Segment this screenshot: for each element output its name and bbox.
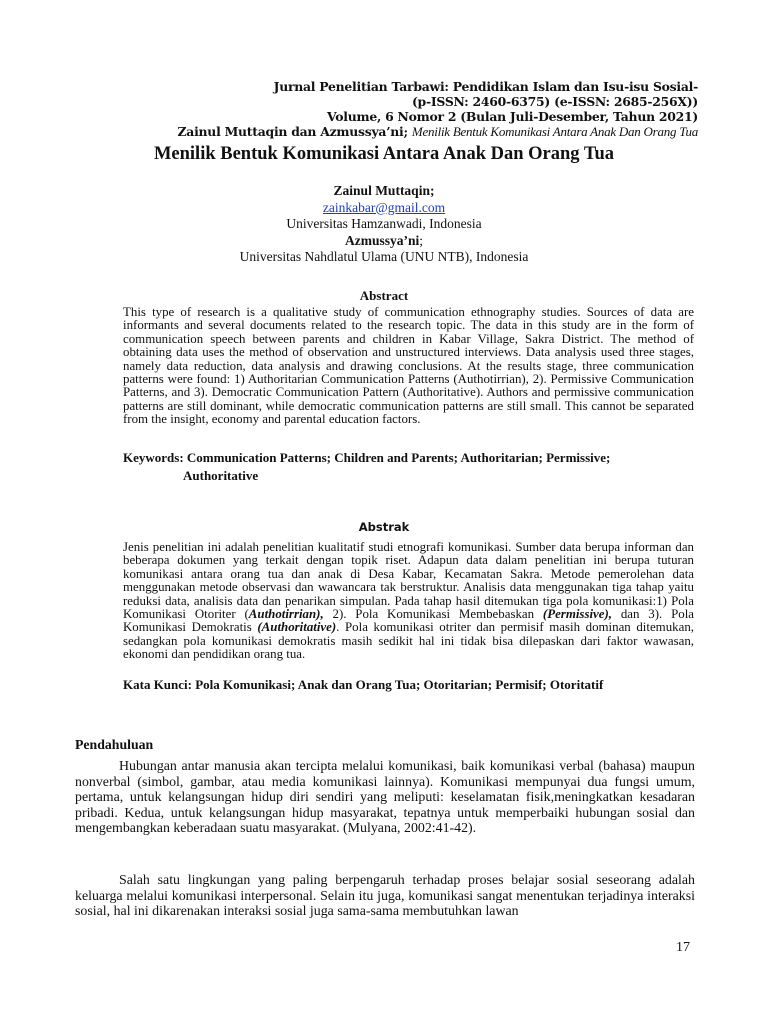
- header-article-title: Menilik Bentuk Komunikasi Antara Anak Dan Orang Tua: [411, 124, 698, 139]
- term-permissive: (Permissive),: [542, 607, 613, 622]
- journal-name: Jurnal Penelitian Tarbawi: Pendidikan Islam dan Isu-isu Sosial-: [273, 79, 698, 94]
- term-authoritarian: Authotirrian),: [248, 607, 324, 622]
- term-authoritative: (Authoritative): [257, 620, 337, 635]
- author-1-affiliation: Universitas Hamzanwadi, Indonesia: [286, 216, 482, 231]
- author-2-affiliation: Universitas Nahdlatul Ulama (UNU NTB), Indonesia: [239, 249, 529, 264]
- page-number: 17: [676, 940, 690, 955]
- intro-paragraph-1: Hubungan antar manusia akan tercipta melalui komunikasi, baik komunikasi verbal (bahasa) maupun nonverbal (simbol, gambar, atau media komunikasi lainnya). Komunikasi mempunyai dua fungsi umum, pertama, untuk kelangsungan hidup diri sendiri yang meliputi: keselamatan fisik,meningkatkan kesadaran pribadi. Kedua, untuk kelangsungan hidup masyarakat, tepatnya untuk memperbaiki hubungan sosial dan mengembangkan keberadaan suatu masyarakat. (Mulyana, 2002:41-42).: [75, 759, 695, 837]
- header-citation: [58, 124, 698, 139]
- author-1-email-link[interactable]: zainkabar@gmail.com: [322, 199, 446, 215]
- running-header: [58, 79, 698, 139]
- article-title: Menilik Bentuk Komunikasi Antara Anak Dan Orang Tua: [153, 144, 615, 164]
- abstract-heading: Abstract: [359, 288, 409, 303]
- issn-line: (p-ISSN: 2460-6375) (e-ISSN: 2685-256X)): [411, 94, 698, 109]
- author-2-line: Azmussya’ni;: [344, 232, 424, 248]
- header-authors: Zainul Muttaqin dan Azmussya’ni;: [177, 124, 408, 139]
- kata-kunci: Kata Kunci: Pola Komunikasi; Anak dan Orang Tua; Otoritarian; Permisif; Otoritatif: [123, 677, 604, 692]
- keywords-line-1: Keywords: Communication Patterns; Children and Parents; Authoritarian; Permissive;: [123, 450, 611, 465]
- abstrak-body: Jenis penelitian ini adalah penelitian kualitatif studi etnografi komunikasi. Sumber data berupa informan dan beberapa dokumen yang terkait dengan topik riset. Adapun data dalam penelitian ini berupa tuturan komunikasi antara orang tua dan anak di Desa Kabar, Kecamatan Sakra. Metode pemerolehan data menggunakan metode observasi dan wawancara tak berstruktur. Analisis data menggunakan tiga tahap yaitu reduksi data, analisis data dan penarikan simpulan. Pada tahap hasil ditemukan tiga pola komunikasi:1) Pola Komunikasi Otoriter (Authotirrian), 2). Pola Komunikasi Membebaskan (Permissive), dan 3). Pola Komunikasi Demokratis (Authoritative). Pola komunikasi otriter dan permisif masih dominan ditemukan, sedangkan pola komunikasi demokratis masih sedikit hal ini tidak bisa dilepaskan dari faktor wawasan, ekonomi dan pendidikan orang tua.: [123, 540, 695, 662]
- keywords: [123, 449, 694, 485]
- author-2-name: Azmussya’ni: [344, 232, 420, 248]
- abstract-body: This type of research is a qualitative study of communication ethnography studies. Sources of data are informants and several documents related to the research topic. The data in this study are in the form of communication speech between parents and children in Kabar Village, Sakra District. The method of obtaining data uses the method of observation and unstructured interviews. Data analysis used three stages, namely data reduction, data analysis and drawing conclusions. At the results stage, three communication patterns were found: 1) Authoritarian Communication Patterns (Authotirrian), 2). Permissive Communication Patterns, and 3). Democratic Communication Pattern (Authoritative). Authors and permissive communication patterns are still dominant, while democratic communication patterns are still small. This cannot be separated from the insight, economy and parental education factors.: [123, 305, 694, 427]
- keywords-line-2: Authoritative: [183, 468, 259, 483]
- abstrak-heading: Abstrak: [358, 520, 410, 534]
- section-heading-pendahuluan: Pendahuluan: [75, 737, 154, 752]
- author-block: [0, 183, 768, 266]
- volume-line: Volume, 6 Nomor 2 (Bulan Juli-Desember, Tahun 2021): [327, 109, 698, 124]
- author-1-name: Zainul Muttaqin;: [333, 183, 435, 198]
- intro-paragraph-2: Salah satu lingkungan yang paling berpengaruh terhadap proses belajar sosial seseorang adalah keluarga melalui komunikasi interpersonal. Selain itu juga, komunikasi sangat menentukan terjadinya interaksi sosial, hal ini dikarenakan interaksi sosial juga sama-sama membutuhkan lawan: [75, 873, 695, 920]
